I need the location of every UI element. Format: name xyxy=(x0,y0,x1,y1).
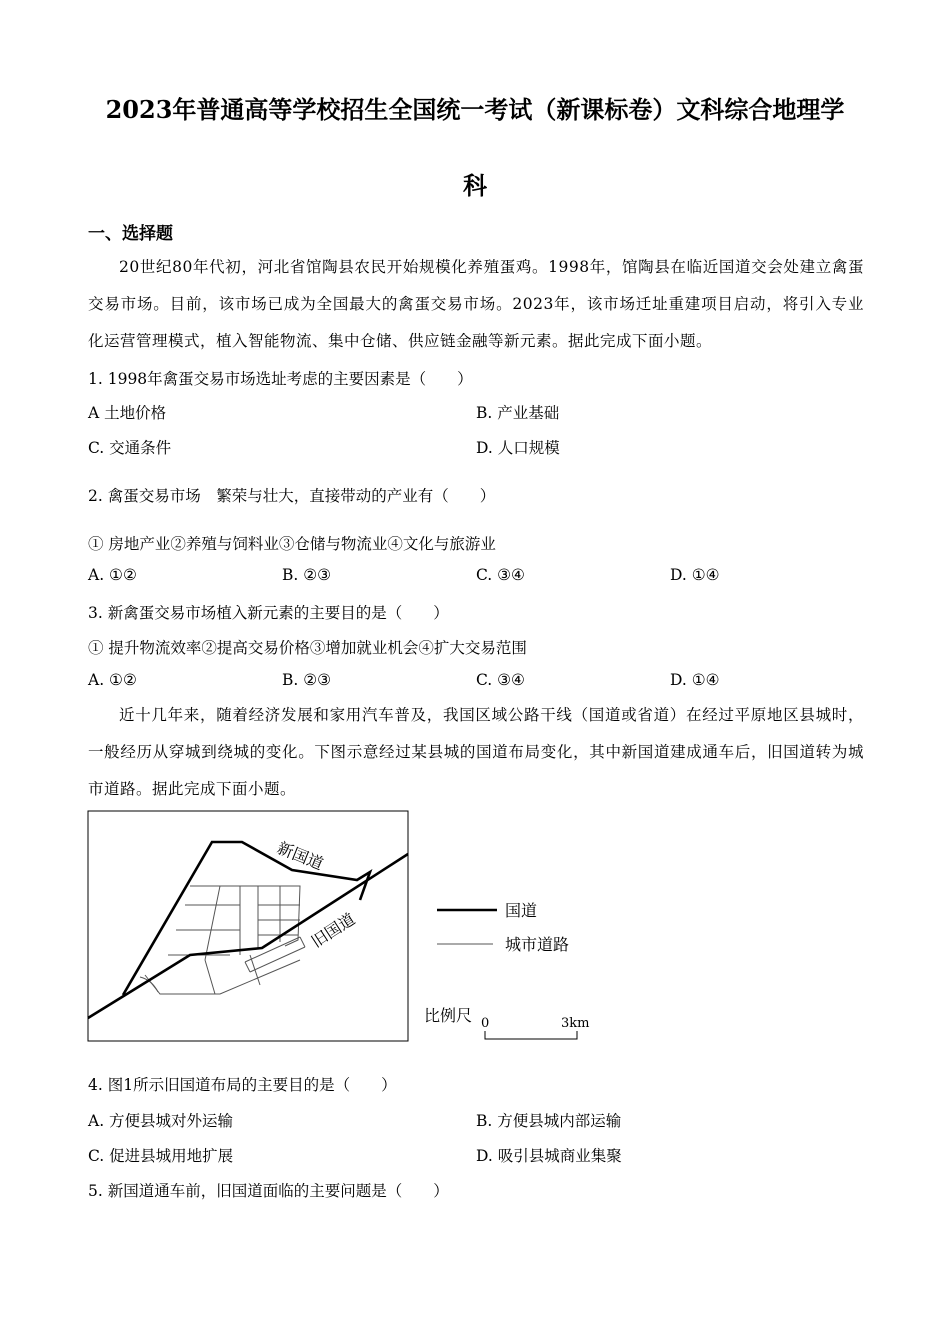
question-3-stem: 3. 新禽蛋交易市场植入新元素的主要目的是（ ） xyxy=(88,604,449,622)
scale-bar xyxy=(485,1031,577,1039)
question-4-option-b[interactable]: B. 方便县城内部运输 xyxy=(476,1112,622,1130)
question-3-option-a[interactable]: A. ①② xyxy=(88,671,137,689)
question-3-items: ① 提升物流效率②提高交易价格③增加就业机会④扩大交易范围 xyxy=(88,639,527,657)
old-road-label: 旧国道 xyxy=(307,909,359,952)
scale-label: 比例尺 xyxy=(424,1006,473,1025)
city-road-network xyxy=(140,886,305,994)
exam-title-line-2: 科 xyxy=(463,171,487,200)
legend-city-road-label: 城市道路 xyxy=(505,935,570,954)
question-1-option-c[interactable]: C. 交通条件 xyxy=(88,439,172,457)
passage-1: 20世纪80年代初，河北省馆陶县农民开始规模化养殖蛋鸡。1998年，馆陶县在临近国道交会处建立禽蛋交易市场。目前，该市场已成为全国最大的禽蛋交易市场。2023年，该市场迁址重建项目启动，将引入专业化运营管理模式，植入智能物流、集中仓储、供应链金融等新元素。据此完成下面小题。 xyxy=(88,258,864,350)
question-3-option-d[interactable]: D. ①④ xyxy=(670,671,720,689)
question-4-stem: 4. 图1所示旧国道布局的主要目的是（ ） xyxy=(88,1076,397,1094)
question-2-stem: 2. 禽蛋交易市场 繁荣与壮大，直接带动的产业有（ ） xyxy=(88,487,496,505)
question-4-option-a[interactable]: A. 方便县城对外运输 xyxy=(88,1112,234,1130)
question-3-option-c[interactable]: C. ③④ xyxy=(476,671,525,689)
exam-title-line-1: 2023年普通高等学校招生全国统一考试（新课标卷）文科综合地理学 xyxy=(105,95,845,124)
question-3-option-b[interactable]: B. ②③ xyxy=(282,671,332,689)
question-1-option-a[interactable]: A 土地价格 xyxy=(88,404,167,422)
question-2-option-c[interactable]: C. ③④ xyxy=(476,566,525,584)
new-road-label: 新国道 xyxy=(274,838,327,874)
passage-2: 近十几年来，随着经济发展和家用汽车普及，我国区域公路干线（国道或省道）在经过平原地区县城时，一般经历从穿城到绕城的变化。下图示意经过某县城的国道布局变化，其中新国道建成通车后，旧国道转为城市道路。据此完成下面小题。 xyxy=(88,706,864,798)
scale-start: 0 xyxy=(481,1016,490,1031)
question-1-option-b[interactable]: B. 产业基础 xyxy=(476,404,560,422)
question-2-option-d[interactable]: D. ①④ xyxy=(670,566,720,584)
question-4-option-c[interactable]: C. 促进县城用地扩展 xyxy=(88,1147,234,1165)
question-4-option-d[interactable]: D. 吸引县城商业集聚 xyxy=(476,1147,622,1165)
section-heading: 一、选择题 xyxy=(88,224,173,244)
question-1-option-d[interactable]: D. 人口规模 xyxy=(476,439,560,457)
question-5-stem: 5. 新国道通车前，旧国道面临的主要问题是（ ） xyxy=(88,1182,449,1200)
scale-end: 3km xyxy=(561,1016,590,1031)
question-1-stem: 1. 1998年禽蛋交易市场选址考虑的主要因素是（ ） xyxy=(88,370,473,388)
question-2-option-b[interactable]: B. ②③ xyxy=(282,566,332,584)
question-2-option-a[interactable]: A. ①② xyxy=(88,566,137,584)
legend-highway-label: 国道 xyxy=(505,901,538,920)
question-2-items: ① 房地产业②养殖与饲料业③仓储与物流业④文化与旅游业 xyxy=(88,535,496,553)
